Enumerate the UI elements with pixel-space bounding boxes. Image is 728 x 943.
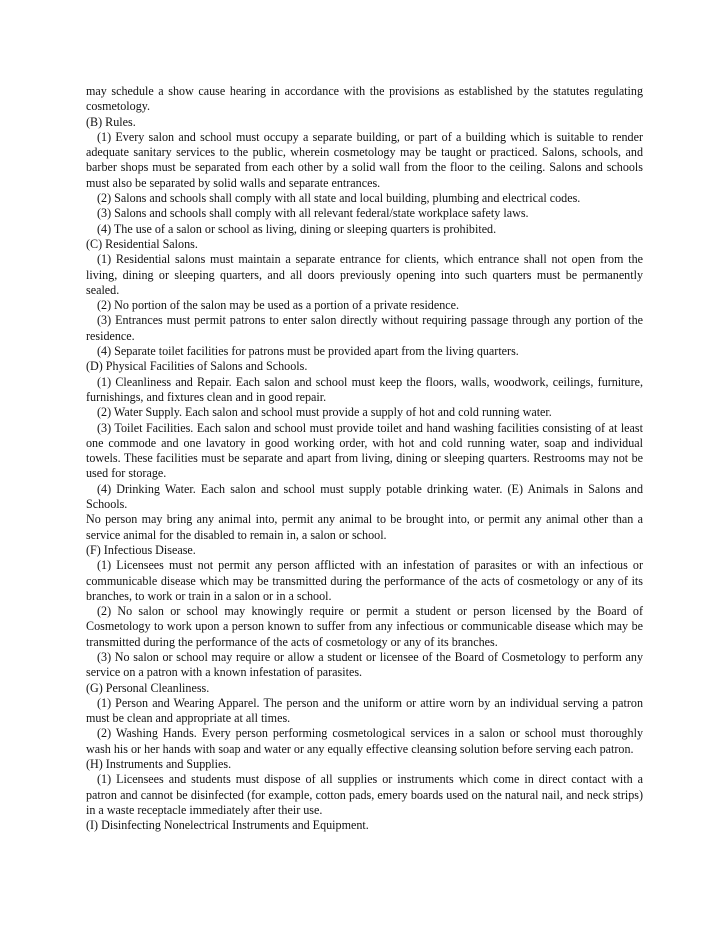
section-heading-residential-salons: (C) Residential Salons. [86,236,198,251]
residential-item-1: (1) Residential salons must maintain a separate entrance for clients, which entrance shall not open from the living, dining or sleeping quarters, and all doors previously opening into such quarters must be permanently sealed. [86,252,643,297]
section-heading-instruments-supplies: (H) Instruments and Supplies. [86,757,232,772]
residential-item-2: (2) No portion of the salon may be used as a portion of a private residence. [97,298,460,313]
section-heading-disinfecting: (I) Disinfecting Nonelectrical Instruments and Equipment. [86,818,369,833]
section-heading-physical-facilities: (D) Physical Facilities of Salons and Schools. [86,359,308,374]
facilities-item-4: (4) Drinking Water. Each salon and school must supply potable drinking water. (E) Animals in Salons and Schools. [86,481,643,512]
infectious-item-1: (1) Licensees must not permit any person afflicted with an infestation of parasites or with an infectious or communicable disease which may be transmitted during the performance of the acts of cosmetology or any of its branches, to work or train in a salon or in a school. [86,558,643,603]
infectious-item-3: (3) No salon or school may require or allow a student or licensee of the Board of Cosmetology to perform any service on a patron with a known infestation of parasites. [86,649,643,680]
rules-item-3: (3) Salons and schools shall comply with all relevant federal/state workplace safety laws. [97,206,529,221]
instruments-item-1: (1) Licensees and students must dispose of all supplies or instruments which come in direct contact with a patron and cannot be disinfected (for example, cotton pads, emery boards used on the natural nail, and neck strips) in a waste receptacle immediately after their use. [86,772,643,817]
rules-item-4: (4) The use of a salon or school as living, dining or sleeping quarters is prohibited. [97,221,497,236]
section-heading-infectious-disease: (F) Infectious Disease. [86,542,196,557]
animals-paragraph: No person may bring any animal into, permit any animal to be brought into, or permit any animal other than a service animal for the disabled to remain in, a salon or school. [86,512,643,542]
infectious-item-2: (2) No salon or school may knowingly require or permit a student or person licensed by the Board of Cosmetology to work upon a person known to suffer from any infectious or communicable disease which may be transmitted during the performance of the acts of cosmetology or any of its branches. [86,604,643,649]
residential-item-4: (4) Separate toilet facilities for patrons must be provided apart from the living quarters. [97,344,519,359]
facilities-item-2: (2) Water Supply. Each salon and school must provide a supply of hot and cold running water. [97,405,552,420]
section-heading-personal-cleanliness: (G) Personal Cleanliness. [86,680,210,695]
paragraph-show-cause-hearing: may schedule a show cause hearing in accordance with the provisions as established by the statutes regulating cosmetology. [86,84,643,114]
cleanliness-item-2: (2) Washing Hands. Every person performing cosmetological services in a salon or school must thoroughly wash his or her hands with soap and water or any equally effective cleansing solution before serving each patron. [86,726,643,756]
rules-item-2: (2) Salons and schools shall comply with all state and local building, plumbing and electrical codes. [97,191,581,206]
document-page [86,84,643,834]
rules-item-1: (1) Every salon and school must occupy a separate building, or part of a building which is suitable to render adequate sanitary services to the public, wherein cosmetology may be taught or practiced. Salons, schools, and barber shops must be separated from each other by a solid wall from the floor to the ceiling. Salons and schools must also be separated by solid walls and separate entrances. [86,129,643,190]
residential-item-3: (3) Entrances must permit patrons to enter salon directly without requiring passage through any portion of the residence. [86,313,643,343]
section-heading-rules: (B) Rules. [86,114,136,129]
facilities-item-1: (1) Cleanliness and Repair. Each salon and school must keep the floors, walls, woodwork, ceilings, furniture, furnishings, and fixtures clean and in good repair. [86,374,643,404]
facilities-item-3: (3) Toilet Facilities. Each salon and school must provide toilet and hand washing facilities consisting of at least one commode and one lavatory in good working order, with hot and cold running water, soap and individual towels. These facilities must be separate and apart from living, dining or sleeping quarters. Restrooms may not be used for storage. [86,420,643,481]
cleanliness-item-1: (1) Person and Wearing Apparel. The person and the uniform or attire worn by an individual serving a patron must be clean and appropriate at all times. [86,695,643,726]
